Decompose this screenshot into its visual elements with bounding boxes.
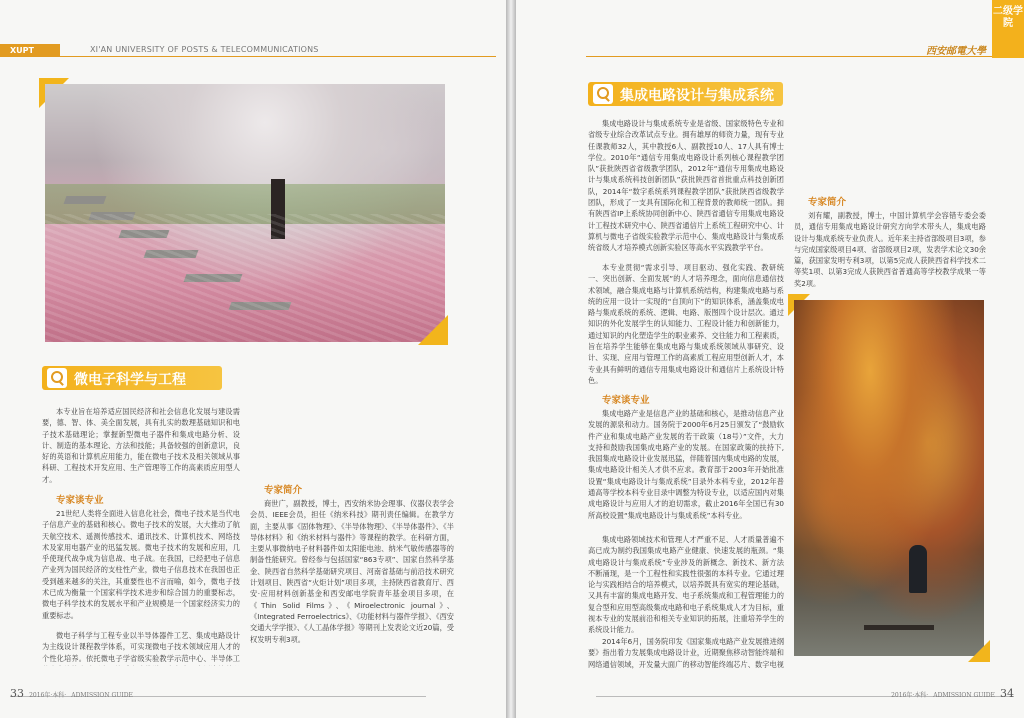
right-page bbox=[516, 0, 1024, 718]
magnifier-icon bbox=[47, 368, 67, 388]
footer-guide: ADMISSION GUIDE bbox=[933, 692, 995, 699]
subhead-talk: 专家谈专业 bbox=[56, 495, 104, 506]
expert-text: 商世广，副教授，博士，西安纳米协会理事、仪器仪表学会会员、IEEE会员，担任《纳米科技》期刊责任编辑。在教学方面，主要从事《固体物理》、《半导体物理》、《半导体器件》、《半导体材料》和《纳米材料与器件》等课程的教学。在科研方面，主要从事微纳电子材料器件如太阳能电池、纳米气敏传感器等的制备性能研究。曾经参与包括国家“863专项”、国家自然科学基金、陕西省自然科学基础研究项目、河南省基础与前沿技术研究计划项目、陕西省“火炬计划”项目多项，主持陕西省教育厅、西安·应用材料创新基金和西安邮电学院青年基金项目多项，在《Thin Solid Films》、《Miroelectronic journal》、《Integrated Ferroelectrics》、《功能材料与器件学报》、《西安交通大学学报》、《人工晶体学报》等期刊上发表论文近20篇，受权发明专利3项。 bbox=[250, 499, 454, 644]
fallen-petals bbox=[45, 214, 445, 342]
section-banner bbox=[588, 82, 783, 106]
section-tab: 二级学院 bbox=[992, 0, 1024, 58]
corner-decoration bbox=[418, 315, 448, 345]
section-title: 微电子科学与工程 bbox=[74, 372, 186, 388]
autumn-campus-photo bbox=[794, 300, 984, 656]
walking-person bbox=[909, 545, 927, 593]
book-gutter bbox=[506, 0, 516, 718]
xupt-logo: XUPT bbox=[0, 44, 60, 57]
footer-year: 2016年·本科· bbox=[891, 692, 929, 699]
page-number: 34 bbox=[1000, 687, 1014, 700]
talk-text-3: 2014年6月，国务院印发《国家集成电路产业发展推进纲要》指出着力发展集成电路设计业，近期聚焦移动智能终端和网络通信领域，开发量大面广的移动智能终端芯片、数字电视 bbox=[588, 637, 784, 669]
university-logo-text: 西安邮電大學 bbox=[926, 46, 986, 57]
section-banner bbox=[42, 366, 222, 390]
section-title: 集成电路设计与集成系统 bbox=[620, 88, 774, 104]
subhead-expert: 专家简介 bbox=[808, 197, 847, 208]
left-page bbox=[0, 0, 506, 718]
intro-text: 本专业旨在培养适应国民经济和社会信息化发展与建设需要，德、智、体、美全面发展，具有扎实的数理基础知识和电子技术基础理论；掌握新型微电子器件和集成电路分析、设计、制造的基本理论、方法和技能；具备较强的创新意识，良好的英语和计算机应用能力，能在微电子技术及相关领域从事科研、工程技术开发应用、生产管理等工作的高素质应用型人才。 bbox=[42, 407, 240, 484]
intro-text-2: 本专业贯彻“需求引导、项目驱动、强化实践、教研统一、突出创新、全面发展”的人才培养理念，面向信息通信技术领域，融合集成电路与计算机系统结构，构建集成电路与系统的应用一设计一实现的“自顶向下”的知识体系，涵盖集成电路与集成系统的系统、逻辑、电路、版图四个设计层次。通过知识的外化发展学生的认知能力、工程设计能力和创新能力，通过知识的内化塑造学生的职业素养、交往能力和工程素质，旨在培养学生能够在集成电路与集成系统领域从事研究、设计、实现、应用与管理工作的高素质工程应用型创新人才，本专业具有鲜明的通信专用集成电路设计和通信片上系统设计特色。 bbox=[588, 263, 784, 385]
university-name: XI'AN UNIVERSITY OF POSTS & TELECOMMUNICATIONS bbox=[90, 45, 319, 54]
talk-text: 集成电路产业是信息产业的基础和核心，是推动信息产业发展的源泉和动力。国务院于2000年6月25日颁发了“鼓励软件产业和集成电路产业发展的若干政策（18号）”文件，大力支持和鼓励我国集成电路产业的发展。在国家政策的扶持下,我国集成电路设计业发展迅猛，伴随着国内集成电路的发展，集成电路设计相关人才供不应求。教育部于2003年开始批准设置“集成电路设计与集成系统”目录外本科专业，2012年普通高等学校本科专业目录中调整为特设专业，以适应国内对集成电路设计与应用人才的迫切需求，截止2016年全国已有30所高校设置“集成电路设计与集成系统”本科专业。 bbox=[588, 409, 784, 520]
corner-decoration bbox=[968, 640, 990, 662]
page-footer bbox=[891, 682, 1014, 701]
campus-cherry-blossom-photo bbox=[45, 84, 445, 342]
page-footer bbox=[10, 682, 133, 701]
page-number: 33 bbox=[10, 687, 24, 700]
magnifier-icon bbox=[593, 84, 613, 104]
subhead-talk: 专家谈专业 bbox=[602, 395, 650, 406]
talk-text-continued bbox=[250, 406, 454, 474]
subhead-expert: 专家简介 bbox=[264, 485, 303, 496]
expert-text: 刘有耀，副教授，博士，中国计算机学会容错专委会委员，通信专用集成电路设计研究方向学术带头人，集成电路设计与集成系统专业负责人。近年来主持省部级项目3项，参与完成国家级项目4项、省部级项目2项，发表学术论文30余篇，获国家发明专利3项，以第5完成人获陕西省科学技术二等奖1项、以第3完成人获陕西省普通高等学校教学成果一等奖2项。 bbox=[794, 211, 986, 288]
header-rule bbox=[60, 56, 496, 57]
footer-guide: ADMISSION GUIDE bbox=[71, 692, 133, 699]
talk-text-2: 微电子科学与工程专业以半导体器件工艺、集成电路设计为主线设计课程教学体系，可实现微电子技术领域应用人才的个性化培养。依托微电子学省级实验教学示范中心、半导体工 bbox=[42, 631, 240, 663]
stone-step bbox=[64, 196, 107, 204]
talk-text: 21世纪人类将全面进入信息化社会，微电子技术是当代电子信息产业的基础和核心。微电子技术的发展，大大推动了航天航空技术、遥测传感技术、通讯技术、计算机技术、网络技术及家用电器产业的迅猛发展。微电子技术的发展和应用，几乎使现代战争成为信息战、电子战。在我国，已经把电子信息产业列为国民经济的支柱性产业，微电子信息技术在我国也正受到越来越多的关注，其重要性也不言而喻，如今，微电子技术已成为衡量一个国家科学技术进步和综合国力的重要标志，微电子科学技术的发展水平和产业规模是一个国家经济实力的重要标志。 bbox=[42, 509, 240, 620]
bench bbox=[864, 625, 934, 630]
talk-text-2: 集成电路领域技术和管理人才严重不足、人才质量普遍不高已成为制约我国集成电路产业健康、快速发展的瓶颈。“集成电路设计与集成系统”专业涉及的新概念、新技术、新方法不断涌现，是一个工程性和实践性很强的本科专业。它通过理论与实践相结合的培养模式，以培养既具有宽实的理论基础，又具有丰富的集成电路开发、电子系统集成和工程管理能力的复合型和应用型高级集成电路和电子系统集成人才为目标，重视本专业的发展前沿和相关专业知识的拓展，注重培养学生的系统设计能力。 bbox=[588, 535, 784, 634]
page-header bbox=[0, 44, 506, 57]
footer-year: 2016年·本科· bbox=[29, 692, 67, 699]
talk-text-3-continued bbox=[794, 62, 986, 186]
intro-text: 集成电路设计与集成系统专业是省级、国家级特色专业和省级专业综合改革试点专业。拥有雄厚的师资力量，现有专业任课教师32人，其中教授6人、副教授10人、17人具有博士学位。2010年“通信专用集成电路设计系列核心课程教学团队”获批陕西省省级教学团队，2012年“通信专用集成电路设计与集成系统科技创新团队”获批陕西省首批重点科技创新团队，2014年“数字系统系列课程教学团队”获批陕西省级教学团队，形成了一支具有国际化和工程背景的教师统一团队。拥有陕西省IP上系统协同创新中心、陕西省通信专用集成电路设计工程技术研究中心、陕西省通信片上系统工程研究中心、计算机与微电子省级实验教学示范中心、集成电路设计与集成系统省级人才培养模式创新实验区等高水平实践教学平台。 bbox=[588, 119, 784, 253]
